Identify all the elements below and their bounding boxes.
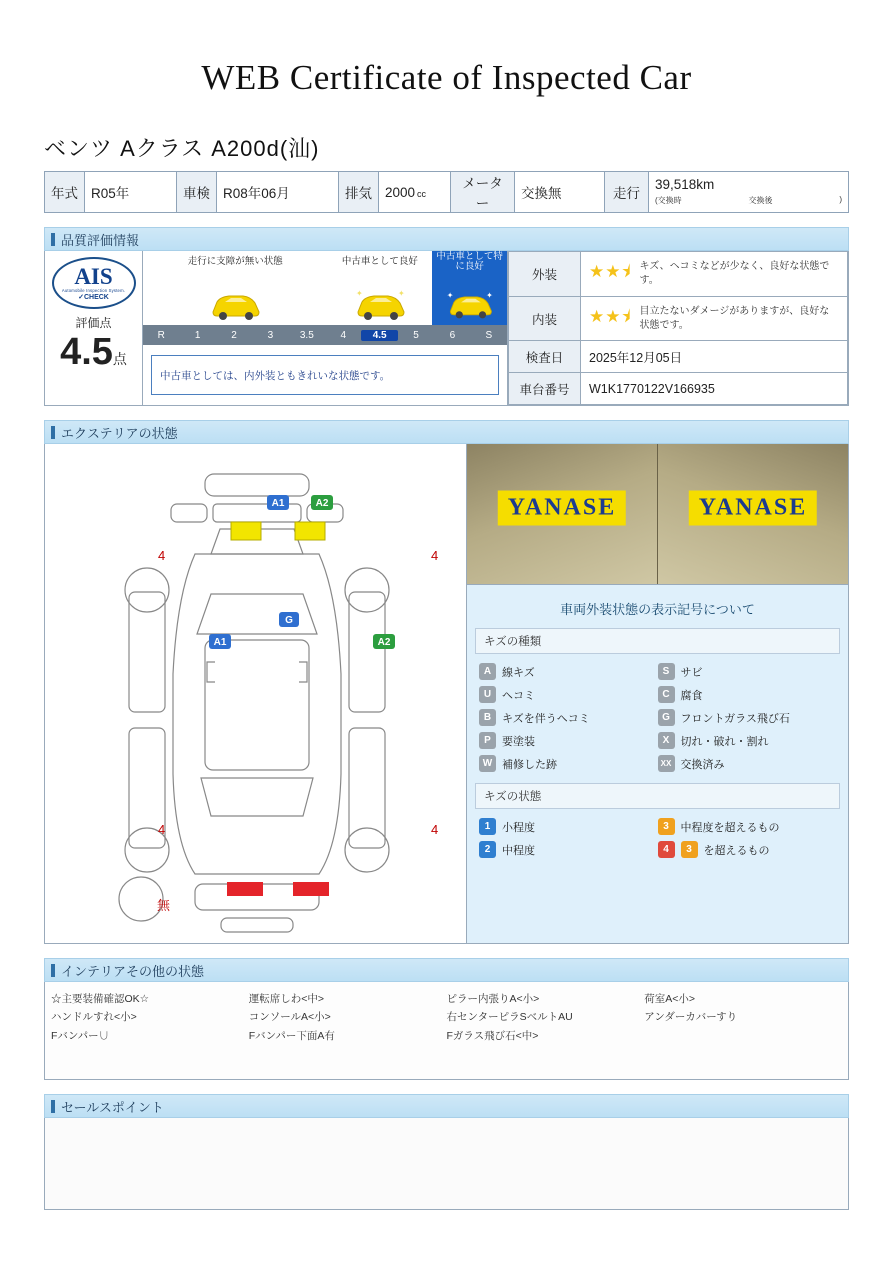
vehicle-photos [467,444,848,584]
legend-label: 補修した跡 [502,758,557,771]
inspection-date-label: 検査日 [509,341,581,373]
legend-item [479,838,658,861]
legend-item [479,660,658,683]
mileage-number: 39,518km [655,177,715,193]
year-label: 年式 [45,172,85,213]
section-header-sales [44,1094,849,1118]
legend-item [479,752,658,775]
legend-label: フロントガラス飛び石 [680,712,790,725]
interior-rating-value [581,296,848,341]
section-bar-icon [51,1100,55,1113]
svg-text:A2: A2 [315,498,329,509]
legend-label: ヘコミ [502,689,535,702]
interior-note: ハンドルすれ<小> [51,1011,137,1024]
interior-note: 荷室A<小> [644,993,696,1005]
scale-item: 3.5 [299,329,314,341]
interior-note: 運転席しわ<中> [248,993,325,1005]
code-a-icon: A [479,663,496,680]
legend-subtitle-states: キズの状態 [475,783,840,809]
score-unit: 点 [112,351,127,367]
svg-text:✦: ✦ [485,290,493,300]
grade-head-2: 中古車として良好 [341,255,418,267]
svg-text:A1: A1 [271,498,285,509]
spec-table [44,171,849,213]
svg-text:無: 無 [157,898,171,913]
grade-head-1: 走行に支障が無い状態 [187,255,283,267]
legend-label: 中程度を超えるもの [680,821,780,834]
legend-subtitle-types: キズの種類 [475,628,840,654]
legend-item [479,729,658,752]
legend-item [479,683,658,706]
star-rating-icon: ★★⯨ [589,307,632,327]
table-row [509,296,848,341]
legend-label: キズを伴うヘコミ [502,712,590,725]
meter-label: メーター [451,172,515,213]
legend-label: 切れ・破れ・割れ [680,735,769,748]
legend-item [658,815,837,838]
interior-note: アンダーカバーすり [644,1011,738,1024]
interior-column-2 [249,990,447,1071]
svg-text:A1: A1 [213,637,227,648]
interior-note: Fバンパー∪ [51,1029,110,1042]
code-x-icon: X [658,732,675,749]
car-icon-2 [328,273,433,325]
score-label: 評価点 [75,316,112,330]
grade-car-icons [143,273,507,325]
chassis-number-value: W1K1770122V166935 [581,373,848,405]
legend-states-grid [475,809,840,869]
score-value-wrap [60,333,127,371]
car-name: ベンツ Aクラス A200d(汕) [44,136,320,161]
interior-note: Fガラス飛び石<中> [446,1029,539,1042]
interior-column-1 [51,990,249,1071]
exterior-right-column [467,444,848,943]
scale-item: 2 [231,329,237,341]
quality-detail-table [508,251,848,405]
photo-right [657,444,848,584]
exterior-rating-label: 外装 [509,252,581,297]
mileage-sub-mid: 交換後 [748,195,773,205]
section-bar-icon [51,233,55,246]
level-1-icon: 1 [479,818,496,835]
dealer-brand-left: YANASE [498,491,626,526]
scale-item: R [157,329,165,341]
inspection-label: 車検 [177,172,217,213]
scale-item: 6 [449,329,456,341]
grade-scale-panel [143,251,508,405]
interior-note: コンソールA<小> [248,1011,331,1024]
section-header-quality [44,227,849,251]
code-xx-icon: XX [658,755,675,772]
scale-item: 3 [267,329,274,341]
interior-note: ☆主要装備確認OK☆ [51,993,150,1005]
svg-text:A2: A2 [377,637,391,648]
meter-value: 交換無 [515,172,605,213]
svg-text:4: 4 [158,822,166,837]
level-4-icon: 4 [658,841,675,858]
legend-item [658,683,837,706]
car-diagram [45,444,467,943]
svg-text:4: 4 [431,548,439,563]
grade-scale [143,325,507,345]
legend-item [658,729,837,752]
svg-text:4: 4 [158,548,166,563]
code-s-icon: S [658,663,675,680]
mileage-label: 走行 [605,172,649,213]
ais-logo-icon [52,257,136,309]
legend-item [658,706,837,729]
svg-text:4: 4 [431,822,439,837]
exterior-rating-text: キズ、ヘコミなどが少なく、良好な状態です。 [639,261,830,286]
inspection-value: R08年06月 [217,172,339,213]
displacement-unit: cc [417,188,427,199]
legend-title: 車両外装状態の表示記号について [560,602,755,617]
section-title-interior: インテリアその他の状態 [61,963,205,979]
legend-label: 要塗装 [502,735,535,748]
code-c-icon: C [658,686,675,703]
section-title-quality: 品質評価情報 [61,232,140,248]
code-w-icon: W [479,755,496,772]
quality-block [44,251,849,406]
level-3-ref-icon: 3 [681,841,698,858]
exterior-block [44,444,849,944]
displacement-label: 排気 [339,172,379,213]
code-b-icon: B [479,709,496,726]
mileage-value [649,172,849,213]
sales-point-box [44,1118,849,1210]
legend-label: サビ [680,666,703,679]
displacement-number: 2000 [385,184,416,200]
grade-headers [143,251,507,273]
table-row [45,172,849,213]
legend-item [479,815,658,838]
grade-head-3: 中古車として特に良好 [432,251,507,273]
score-value: 4.5 [60,331,113,373]
mileage-sub-left: (交換時 [655,195,682,205]
exterior-rating-value [581,252,848,297]
section-header-interior [44,958,849,982]
legend-panel [467,584,848,943]
section-bar-icon [51,964,55,977]
interior-rating-text: 目立たないダメージがありますが、良好な状態です。 [639,306,830,331]
code-g-icon: G [658,709,675,726]
year-value: R05年 [85,172,177,213]
legend-item [658,752,837,775]
interior-column-4 [644,990,842,1071]
interior-note: Fバンパー下面A有 [248,1029,335,1042]
legend-label: 中程度 [502,844,535,857]
photo-left [467,444,657,584]
code-u-icon: U [479,686,496,703]
svg-text:✦: ✦ [355,289,363,298]
car-icon-3 [432,273,507,325]
page-title: WEB Certificate of Inspected Car [201,58,692,97]
legend-item [479,706,658,729]
legend-label: を超えるもの [703,844,770,857]
legend-item [658,660,837,683]
svg-text:✦: ✦ [446,290,454,300]
interior-note: ピラー内張りA<小> [446,993,540,1005]
svg-text:G: G [285,615,293,626]
level-2-icon: 2 [479,841,496,858]
interior-note: 右センターピラSベルトAU [446,1011,573,1024]
svg-text:✦: ✦ [397,289,405,298]
scale-item: 5 [413,329,419,341]
legend-label: 小程度 [502,821,535,834]
scale-item-selected: 4.5 [361,330,397,341]
legend-label: 線キズ [502,666,535,679]
code-p-icon: P [479,732,496,749]
section-title-exterior: エクステリアの状態 [61,425,178,441]
legend-label: 交換済み [680,758,725,771]
legend-types-grid [475,654,840,783]
inspection-date-value: 2025年12月05日 [581,341,848,373]
section-header-exterior [44,420,849,444]
table-row [509,373,848,405]
interior-rating-label: 内装 [509,296,581,341]
dealer-brand-right: YANASE [689,491,817,526]
star-rating-icon: ★★⯨ [589,262,632,282]
ais-logo-check: ✓CHECK [78,294,109,301]
ais-score-panel [45,251,143,405]
section-title-sales: セールスポイント [61,1099,164,1115]
scale-item: 4 [340,329,347,341]
legend-item [658,838,837,861]
legend-label: 腐食 [680,689,703,702]
mileage-sub-right: ) [839,194,842,204]
ais-logo-main: AIS [74,264,113,289]
ais-logo-sub: Automobile Inspection System. [61,288,126,293]
displacement-value [379,172,451,213]
level-3-icon: 3 [658,818,675,835]
table-row [509,252,848,297]
scale-item: 1 [194,329,201,341]
scale-item: S [485,329,493,341]
table-row [509,341,848,373]
interior-block [44,982,849,1080]
interior-column-3 [447,990,645,1071]
car-icon-1 [143,273,328,325]
section-bar-icon [51,426,55,439]
quality-note: 中古車としては、内外装ともきれいな状態です。 [151,355,499,395]
chassis-number-label: 車台番号 [509,373,581,405]
